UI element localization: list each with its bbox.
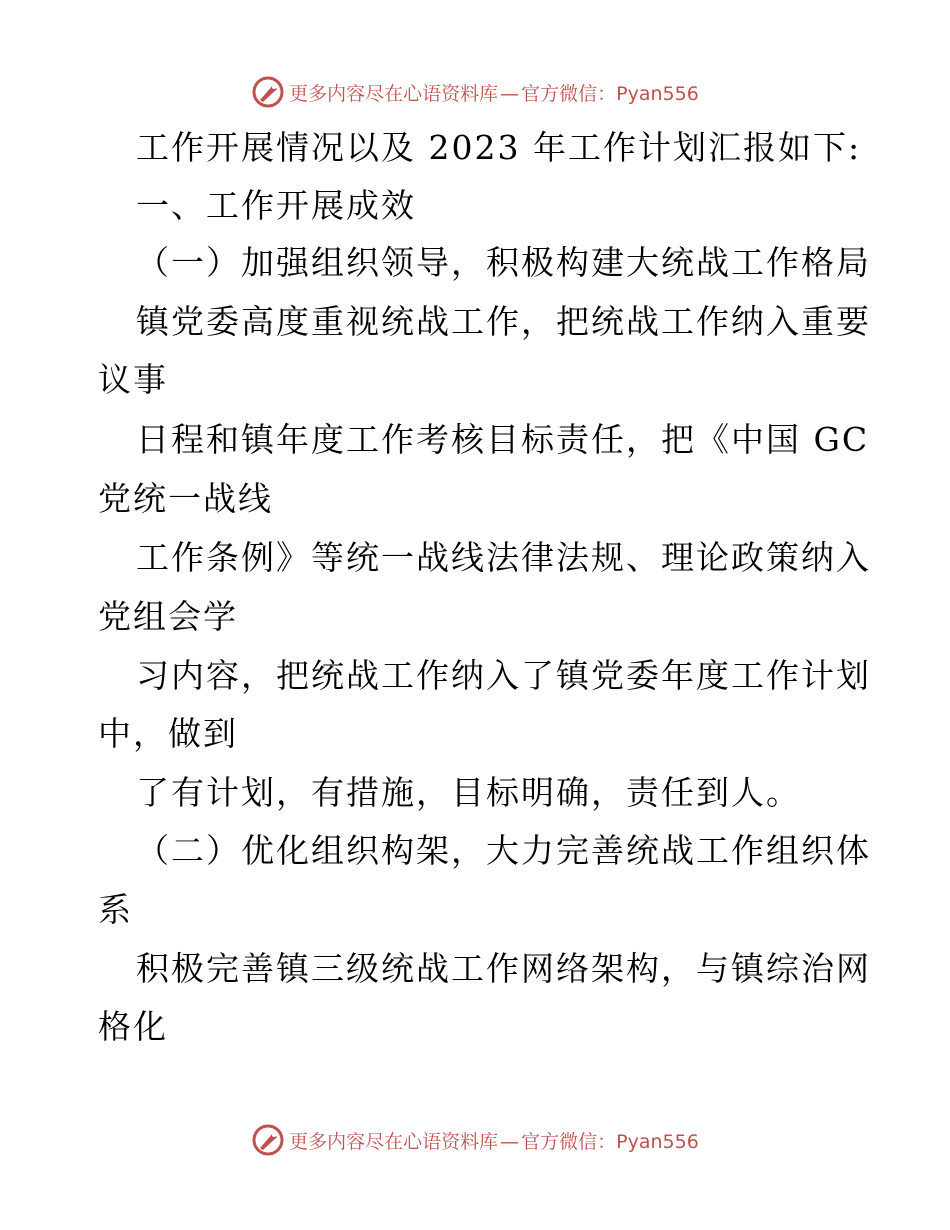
watermark-separator: —	[500, 82, 520, 105]
watermark-suffix: 官方微信：Pyan556	[521, 82, 699, 105]
watermark-title: 更多内容尽在心语资料库	[289, 82, 499, 105]
watermark-text	[289, 1127, 699, 1154]
document-line: 积极完善镇三级统战工作网络架构，与镇综治网	[136, 949, 871, 988]
pen-nib-logo-icon	[251, 1123, 285, 1157]
document-line: 党组会学	[98, 597, 238, 636]
pen-nib-logo-icon	[251, 75, 285, 109]
document-line: 系	[98, 890, 133, 929]
document-line: 一、工作开展成效	[136, 186, 416, 225]
document-line: （一）加强组织领导，积极构建大统战工作格局	[136, 243, 871, 282]
header-watermark	[0, 72, 950, 112]
document-line: 议事	[98, 360, 168, 399]
document-line: 工作开展情况以及 2023 年工作计划汇报如下:	[136, 128, 862, 167]
document-line: 中，做到	[98, 714, 238, 753]
watermark-title: 更多内容尽在心语资料库	[289, 1130, 499, 1153]
document-line: 党统一战线	[98, 479, 273, 518]
watermark-separator: —	[500, 1130, 520, 1153]
document-line: （二）优化组织构架，大力完善统战工作组织体	[136, 831, 871, 870]
watermark-text	[289, 79, 699, 106]
watermark-suffix: 官方微信：Pyan556	[521, 1130, 699, 1153]
document-line: 日程和镇年度工作考核目标责任，把《中国 GC	[136, 420, 870, 459]
document-line: 格化	[98, 1007, 168, 1046]
document-line: 习内容，把统战工作纳入了镇党委年度工作计划	[136, 656, 871, 695]
document-line: 镇党委高度重视统战工作，把统战工作纳入重要	[136, 302, 871, 341]
footer-watermark	[0, 1120, 950, 1160]
document-line: 了有计划，有措施，目标明确，责任到人。	[136, 773, 801, 812]
document-line: 工作条例》等统一战线法律法规、理论政策纳入	[136, 538, 871, 577]
